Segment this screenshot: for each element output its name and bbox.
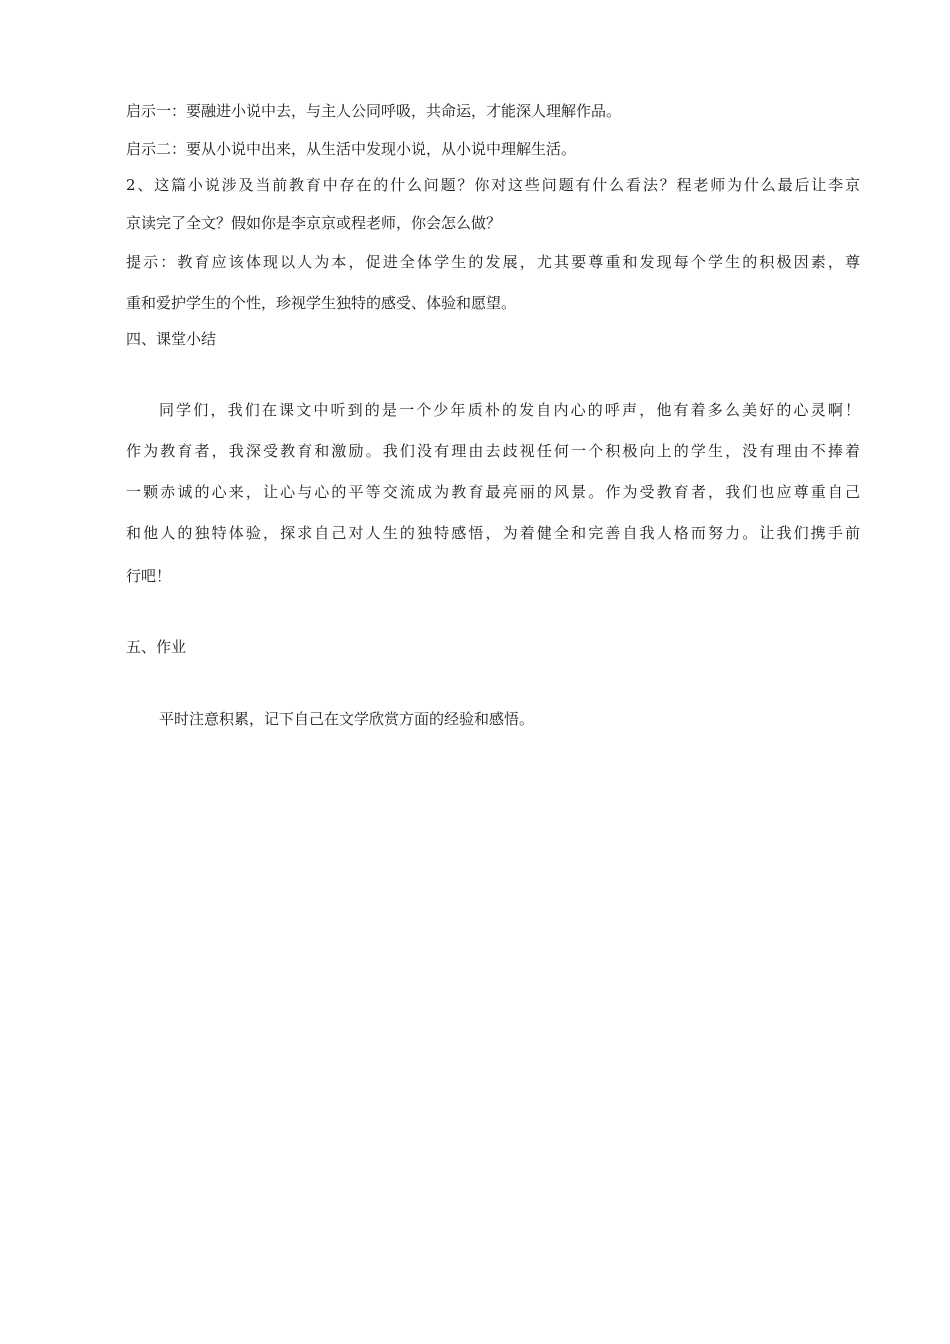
summary-line-3: 一颗赤诚的心来，让心与心的平等交流成为教育最亮丽的风景。作为受教育者，我们也应尊重自己 (126, 483, 860, 501)
summary-line-1: 同学们，我们在课文中听到的是一个少年质朴的发自内心的呼声，他有着多么美好的心灵啊！ (159, 401, 860, 419)
summary-line-2: 作为教育者，我深受教育和激励。我们没有理由去歧视任何一个积极向上的学生，没有理由不捧着 (126, 442, 860, 460)
insight-two: 启示二：要从小说中出来，从生活中发现小说，从小说中理解生活。 (126, 140, 577, 158)
summary-line-4: 和他人的独特体验，探求自己对人生的独特感悟，为着健全和完善自我人格而努力。让我们携手前 (126, 524, 860, 542)
insight-one: 启示一：要融进小说中去，与主人公同呼吸，共命运，才能深人理解作品。 (126, 102, 622, 120)
section-four-heading: 四、课堂小结 (126, 330, 217, 348)
section-five-heading: 五、作业 (126, 638, 187, 656)
hint-line-2: 重和爱护学生的个性，珍视学生独特的感受、体验和愿望。 (126, 294, 517, 312)
question-two-line-2: 京读完了全文？假如你是李京京或程老师，你会怎么做？ (126, 214, 502, 232)
summary-line-5: 行吧！ (126, 567, 172, 585)
hint-line-1: 提示：教育应该体现以人为本，促进全体学生的发展，尤其要尊重和发现每个学生的积极因素，尊 (126, 253, 860, 271)
homework-text: 平时注意积累，记下自己在文学欣赏方面的经验和感悟。 (159, 710, 535, 728)
question-two-line-1: 2、这篇小说涉及当前教育中存在的什么问题？你对这些问题有什么看法？程老师为什么最后让李京 (126, 176, 860, 194)
